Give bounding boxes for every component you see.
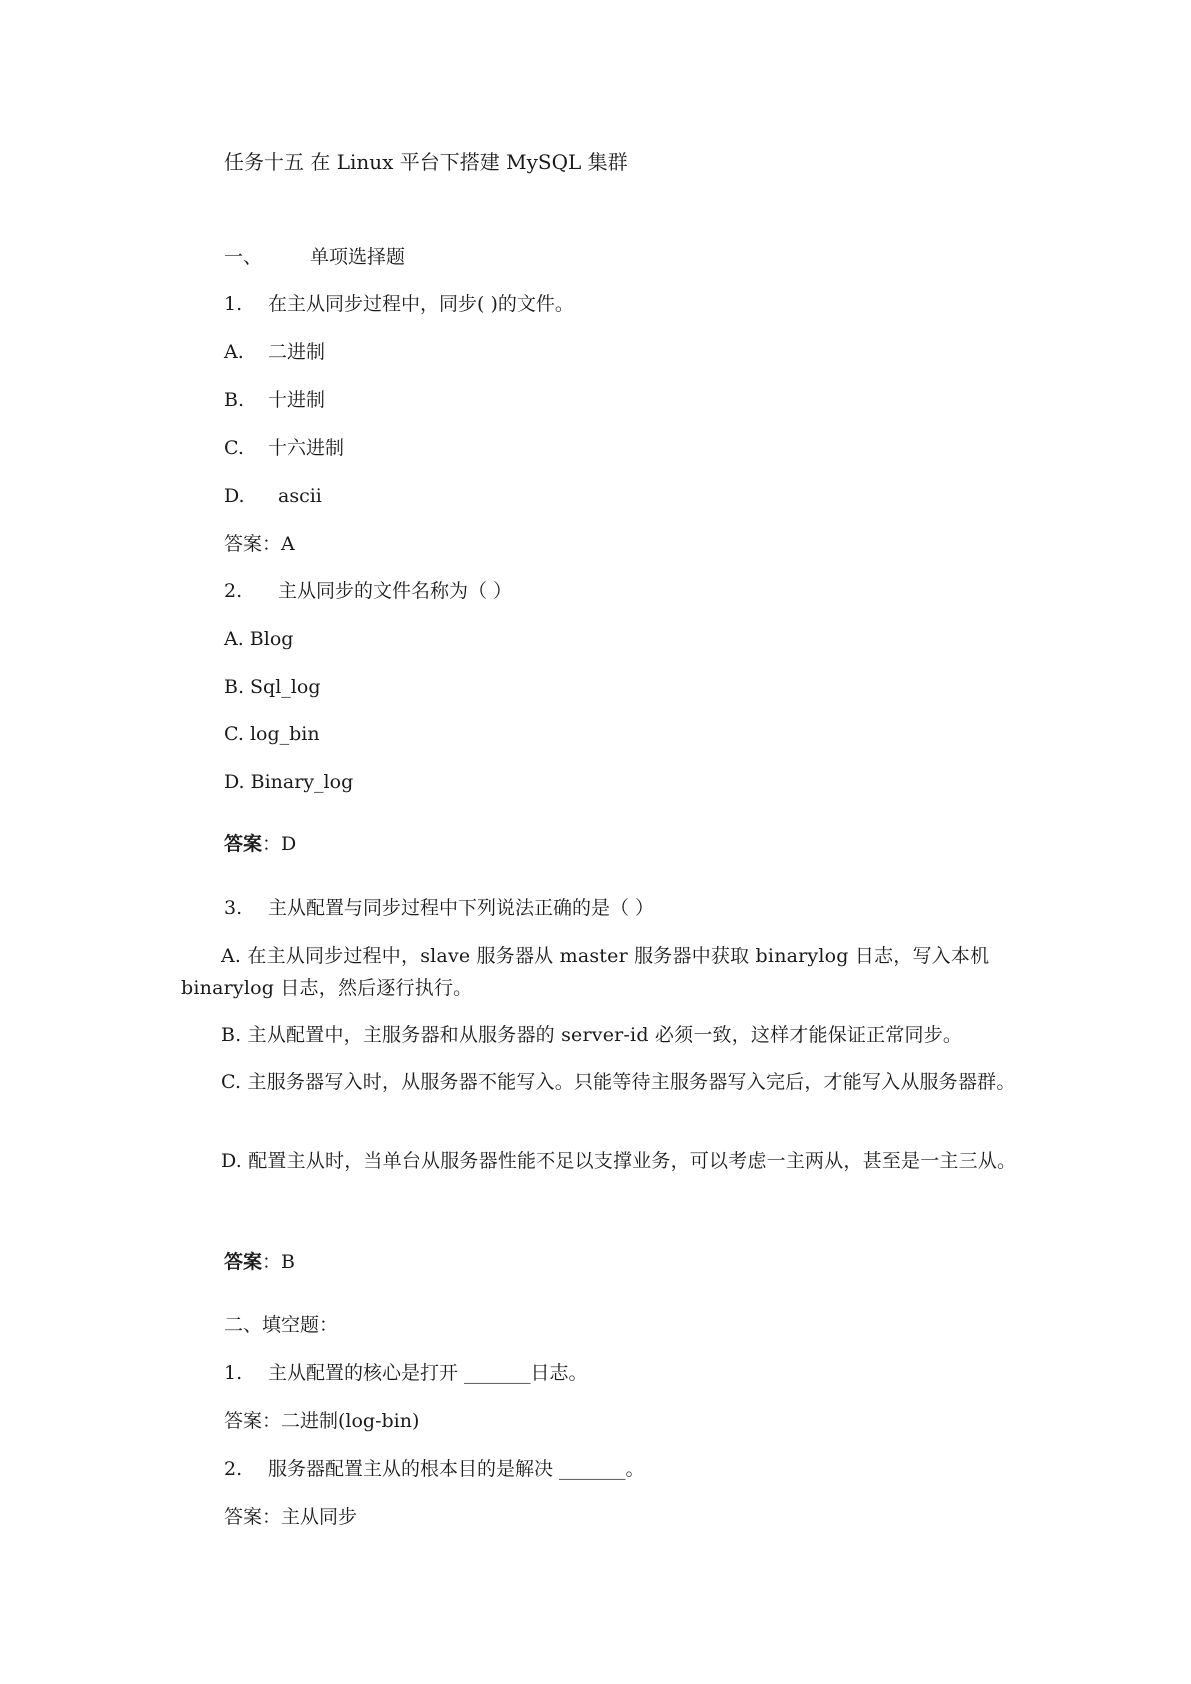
fill-1-answer: 答案：二进制(log-bin) [224,1410,420,1432]
question-2-option-b: B. Sql_log [224,676,321,698]
option-text: 十六进制 [268,437,345,459]
fill-question-1 [224,1361,588,1385]
section-2-heading: 二、填空题： [224,1314,339,1336]
option-text: 十进制 [268,389,326,411]
question-2-option-d: D. Binary_log [224,771,354,793]
question-3-number: 3. [224,897,243,919]
question-3-option-b: B. 主从配置中，主服务器和从服务器的 server-id 必须一致，这样才能保证正常同步。 [221,1024,963,1046]
section-1-number: 一、 [224,246,263,268]
question-3-answer [224,1250,295,1274]
fill-1-text: 主从配置的核心是打开 _______日志。 [268,1362,588,1384]
question-3 [224,896,654,920]
question-1-number: 1. [224,293,243,315]
question-2-text: 主从同步的文件名称为（ ） [278,580,513,602]
question-1-text: 在主从同步过程中，同步( )的文件。 [268,293,574,315]
option-text: ascii [278,485,322,507]
question-2-option-c: C. log_bin [224,723,320,745]
option-letter: D. [224,485,245,507]
option-letter: C. [224,437,244,459]
section-1-title: 单项选择题 [310,246,406,268]
question-1-option-a [224,340,325,364]
option-letter: B. [224,389,245,411]
answer-label: 答案 [224,833,263,855]
question-2-option-a: A. Blog [224,628,294,650]
question-1-option-d [224,484,322,508]
answer-value: ：D [262,833,297,855]
section-1-heading [224,245,405,269]
fill-1-number: 1. [224,1362,243,1384]
fill-2-answer: 答案：主从同步 [224,1506,358,1528]
question-3-text: 主从配置与同步过程中下列说法正确的是（ ） [268,897,655,919]
fill-2-number: 2. [224,1458,243,1480]
question-1-option-b [224,388,325,412]
question-2-answer [224,832,296,856]
fill-2-text: 服务器配置主从的根本目的是解决 _______。 [268,1458,645,1480]
answer-value: ：B [262,1251,295,1273]
question-1-answer: 答案：A [224,533,295,555]
question-3-option-c: C. 主服务器写入时，从服务器不能写入。只能等待主服务器写入完后，才能写入从服务器群。 [221,1071,1016,1093]
answer-label: 答案 [224,1251,263,1273]
question-3-option-d: D. 配置主从时，当单台从服务器性能不足以支撑业务，可以考虑一主两从，甚至是一主三从。 [221,1150,1017,1172]
question-1-option-c [224,436,344,460]
fill-question-2 [224,1457,645,1481]
question-2 [224,579,512,603]
option-text: 二进制 [268,341,326,363]
question-2-number: 2. [224,580,243,602]
question-1 [224,292,574,316]
question-3-option-a: A. 在主从同步过程中，slave 服务器从 master 服务器中获取 binarylog 日志，写入本机 binarylog 日志，然后逐行执行。 [181,945,990,999]
document-title: 任务十五 在 Linux 平台下搭建 MySQL 集群 [224,150,628,174]
option-letter: A. [224,341,244,363]
